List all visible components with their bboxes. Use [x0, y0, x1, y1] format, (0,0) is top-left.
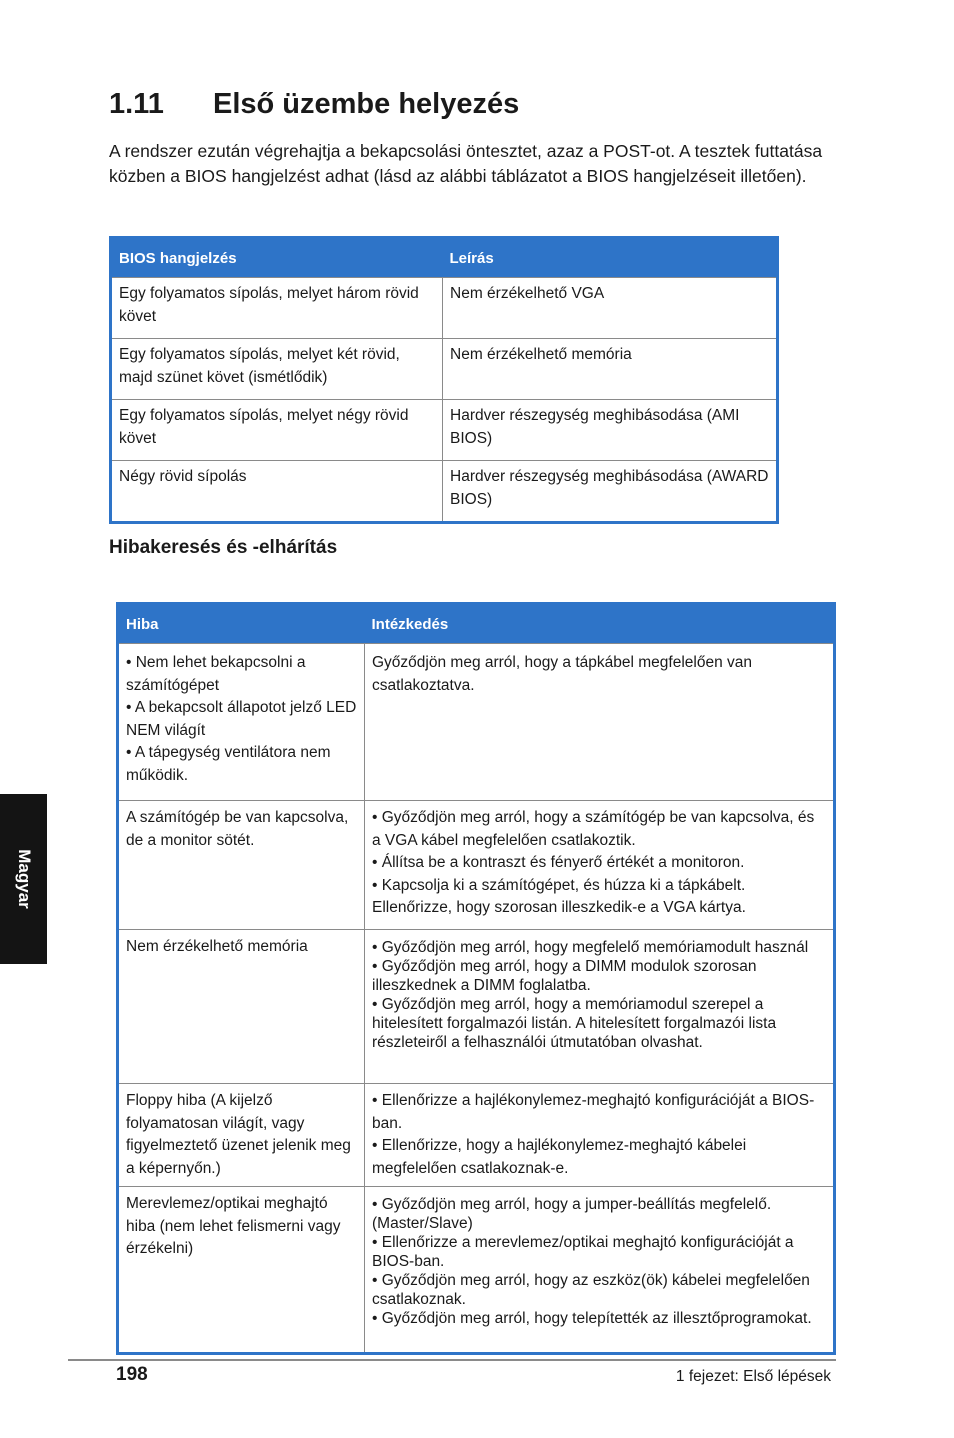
- language-label: Magyar: [14, 849, 34, 909]
- bios-beep-cell: Egy folyamatos sípolás, melyet három rövid követ: [111, 278, 443, 339]
- problem-line: • Nem lehet bekapcsolni a számítógépet: [126, 654, 306, 694]
- page-number: 198: [116, 1364, 148, 1385]
- bios-header-description: Leírás: [443, 238, 778, 278]
- bios-beep-cell: Négy rövid sípolás: [111, 461, 443, 523]
- intro-paragraph: A rendszer ezután végrehajtja a bekapcsolási öntesztet, azaz a POST-ot. A tesztek futtatása közben a BIOS hangjelzést adhat (lásd az alábbi táblázatot a BIOS hangjelzéseit illetően).: [109, 141, 823, 186]
- action-line: • Győződjön meg arról, hogy a számítógép be van kapcsolva, és a VGA kábel megfelelően csatlakoztik.: [372, 809, 815, 849]
- bios-description-cell: Hardver részegység meghibásodása (AWARD BIOS): [443, 461, 778, 523]
- bios-beep-cell: Egy folyamatos sípolás, melyet két rövid, majd szünet követ (ismétlődik): [111, 339, 443, 400]
- problem-cell: [118, 1187, 365, 1354]
- trouble-header-problem: Hiba: [118, 604, 365, 644]
- problem-line: • A bekapcsolt állapotot jelző LED NEM világít: [126, 699, 357, 739]
- problem-cell: [118, 644, 365, 801]
- action-line: • Győződjön meg arról, hogy telepítették az illesztőprogramokat.: [372, 1310, 812, 1327]
- bios-description-cell: Nem érzékelhető memória: [443, 339, 778, 400]
- action-cell: [365, 930, 835, 1084]
- bios-beep-table: [109, 236, 779, 524]
- bios-header-beep: BIOS hangjelzés: [111, 238, 443, 278]
- table-row: [111, 461, 778, 523]
- action-cell: [365, 801, 835, 930]
- problem-cell: [118, 1084, 365, 1187]
- troubleshooting-heading: Hibakeresés és -elhárítás: [109, 537, 338, 558]
- action-line: • Ellenőrizze a hajlékonylemez-meghajtó konfigurációját a BIOS-ban.: [372, 1092, 815, 1132]
- action-line: • Győződjön meg arról, hogy megfelelő memóriamodult használ: [372, 939, 809, 956]
- action-line: • Ellenőrizze a merevlemez/optikai meghajtó konfigurációját a BIOS-ban.: [372, 1234, 794, 1270]
- problem-line: Merevlemez/optikai meghajtó hiba (nem lehet felismerni vagy érzékelni): [126, 1195, 341, 1257]
- table-row: [118, 801, 835, 930]
- section-number: 1.11: [109, 88, 164, 120]
- chapter-label: 1 fejezet: Első lépések: [675, 1368, 831, 1385]
- trouble-header-action: Intézkedés: [365, 604, 835, 644]
- language-side-tab: [0, 794, 47, 964]
- trouble-table-header-row: [118, 604, 835, 644]
- action-line: • Kapcsolja ki a számítógépet, és húzza ki a tápkábelt. Ellenőrizze, hogy szorosan illeszkedik-e a VGA kártya.: [372, 876, 746, 916]
- table-row: [111, 339, 778, 400]
- action-line: • Győződjön meg arról, hogy az eszköz(ök) kábelei megfelelően csatlakoznak.: [372, 1272, 810, 1308]
- action-line: • Győződjön meg arról, hogy a DIMM modulok szorosan illeszkednek a DIMM foglalatba.: [372, 958, 757, 994]
- bios-description-cell: Hardver részegység meghibásodása (AMI BIOS): [443, 400, 778, 461]
- action-cell: [365, 1084, 835, 1187]
- problem-cell: [118, 930, 365, 1084]
- table-row: [118, 930, 835, 1084]
- action-cell: [365, 1187, 835, 1354]
- action-line: • Ellenőrizze, hogy a hajlékonylemez-meghajtó kábelei megfelelően csatlakoznak-e.: [372, 1137, 747, 1177]
- action-cell: [365, 644, 835, 801]
- table-row: [111, 400, 778, 461]
- bios-description-cell: Nem érzékelhető VGA: [443, 278, 778, 339]
- table-row: [118, 1084, 835, 1187]
- action-line: • Győződjön meg arról, hogy a jumper-beállítás megfelelő. (Master/Slave): [372, 1196, 772, 1232]
- action-line: • Állítsa be a kontraszt és fényerő értékét a monitoron.: [372, 854, 745, 871]
- table-row: [111, 278, 778, 339]
- table-row: [118, 1187, 835, 1354]
- section-title-text: Első üzembe helyezés: [213, 88, 520, 120]
- action-line: • Győződjön meg arról, hogy a memóriamodul szerepel a hitelesített forgalmazói listán. A hitelesített forgalmazói lista részleteiről a felhasználói útmutatóban olvashat.: [372, 996, 777, 1051]
- problem-cell: [118, 801, 365, 930]
- troubleshooting-table: [116, 602, 836, 1355]
- problem-line: • A tápegység ventilátora nem működik.: [126, 744, 331, 784]
- table-row: [118, 644, 835, 801]
- section-title: [109, 88, 519, 121]
- action-line: Győződjön meg arról, hogy a tápkábel megfelelően van csatlakoztatva.: [372, 654, 752, 694]
- bios-beep-cell: Egy folyamatos sípolás, melyet négy rövid követ: [111, 400, 443, 461]
- bios-table-header-row: [111, 238, 778, 278]
- problem-line: Floppy hiba (A kijelző folyamatosan világít, vagy figyelmeztető üzenet jelenik meg a képernyőn.): [126, 1092, 351, 1177]
- problem-line: Nem érzékelhető memória: [126, 938, 308, 955]
- footer-divider: [68, 1359, 836, 1361]
- problem-line: A számítógép be van kapcsolva, de a monitor sötét.: [126, 809, 349, 849]
